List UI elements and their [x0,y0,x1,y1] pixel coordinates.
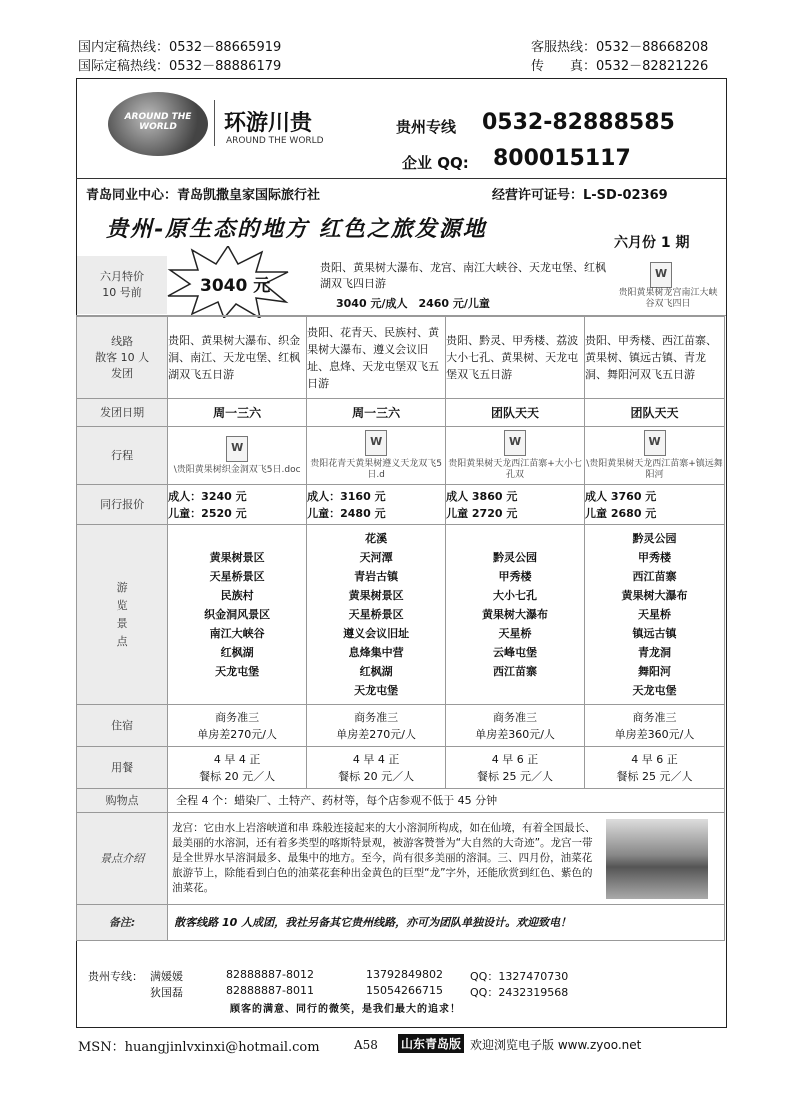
contact-phone: 82888887-8011 [226,984,314,997]
spot-item: 云峰屯堡 [493,646,538,659]
adult-price: 成人 3860 元 [446,489,518,503]
route-cell: 贵阳、黔灵、甲秀楼、荔波大小七孔、黄果树、天龙屯堡双飞五日游 [446,317,585,399]
row-label-price: 同行报价 [77,485,168,525]
doc-icon[interactable] [644,430,666,456]
spot-item: 黄果树景区 [209,551,265,564]
days-cell: 团队天天 [446,399,585,427]
doc-icon[interactable] [504,430,526,456]
special-label: 六月特价 10 号前 [77,256,167,314]
meal-count: 4 早 4 正 [213,752,261,766]
page-number: A58 [354,1038,378,1052]
table-row [77,399,725,427]
intl-hotline: 国际定稿热线：0532－88886179 [78,59,282,74]
shopping-cell: 全程 4 个：蜡染厂、土特产、药材等，每个店参观不低于 45 分钟 [168,789,725,813]
itinerary-cell [446,427,585,485]
contact-mobile: 15054266715 [366,984,443,997]
spot-item: 大小七孔 [493,589,538,602]
row-label-itinerary: 行程 [77,427,168,485]
tour-table [76,316,725,941]
spot-item: 遵义会议旧址 [343,627,410,640]
spot-item: 民族村 [220,589,254,602]
table-row [77,427,725,485]
hotel-grade: 商务准三 [354,710,399,724]
meal-standard: 餐标 25 元／人 [616,769,693,783]
child-price: 儿童 2720 元 [446,506,518,520]
hotel-diff: 单房差270元/人 [336,727,416,741]
route-cell: 贵阳、甲秀楼、西江苗寨、黄果树、镇远古镇、青龙洞、舞阳河双飞五日游 [585,317,725,399]
qq-number: 800015117 [493,146,631,171]
contact-mobile: 13792849802 [366,968,443,981]
spot-item: 甲秀楼 [638,551,672,564]
row-label-spots: 游 览 景 点 [77,525,168,705]
spot-item: 南江大峡谷 [209,627,265,640]
logo-text: AROUND THE WORLD [124,112,192,132]
fax-number: 传 真：0532－82821226 [531,59,709,74]
spot-item: 天星桥景区 [348,608,404,621]
spot-item: 西江苗寨 [632,570,677,583]
divider [76,178,726,179]
spots-cell [307,525,446,705]
spot-item: 天星桥 [638,608,672,621]
spot-item: 黔灵公园 [493,551,538,564]
spots-cell [585,525,725,705]
child-price: 儿童：2520 元 [168,506,247,520]
doc-link[interactable]: 贵阳黄果树天龙西江苗寨+大小七孔双 [448,459,582,480]
contact-qq: QQ：2432319568 [470,986,569,999]
doc-icon[interactable] [365,430,387,456]
doc-link[interactable]: \贵阳黄果树天龙西江苗寨+镇远舞阳河 [586,459,723,480]
price-cell [307,485,446,525]
adult-price: 成人 3760 元 [585,489,657,503]
row-label-hotel: 住宿 [77,705,168,747]
route-cell: 贵阳、黄果树大瀑布、织金洞、南江、天龙屯堡、红枫湖双飞五日游 [168,317,307,399]
child-price: 儿童 2680 元 [585,506,657,520]
table-row [77,789,725,813]
slogan: 贵州-原生态的地方 红色之旅发源地 [106,216,487,242]
spot-item: 青龙洞 [638,646,672,659]
days-cell: 周一三六 [307,399,446,427]
edition-badge: 山东青岛版 [398,1034,464,1053]
qq-label: 企业 QQ: [402,154,469,172]
itinerary-cell [585,427,725,485]
days-cell: 周一三六 [168,399,307,427]
hotline-number: 0532-82888585 [482,110,675,135]
price-cell [446,485,585,525]
route-cell: 贵阳、花青天、民族村、黄果树大瀑布、遵义会议旧址、息烽、天龙屯堡双飞五日游 [307,317,446,399]
table-row [77,705,725,747]
spot-item: 天龙屯堡 [632,684,677,697]
itinerary-cell [307,427,446,485]
table-row [77,747,725,789]
meal-count: 4 早 4 正 [352,752,400,766]
spot-item: 天星桥 [498,627,532,640]
spot-item: 甲秀楼 [498,570,532,583]
contact-qq: QQ：1327470730 [470,970,569,983]
hotel-grade: 商务准三 [215,710,260,724]
intro-text: 龙宫：它由水上岩溶峡道和串 珠般连接起来的大小溶洞所构成，如在仙境，有着全国最长、最美丽的水溶洞，还有着多类型的喀斯特景观，被游客赞誉为“大自然的大奇迹”。龙宫一带是全世界水旱溶洞最多、最集中的地方。至今，尚有很多美丽的溶洞。三、四月份，油菜花旅游节上，除能看到白色的油菜花套种出金黄色的巨型“龙”字外，还能欣赏到红色、紫色的油菜花。 [172,822,596,894]
child-price: 儿童：2480 元 [307,506,386,520]
contact-phone: 82888887-8012 [226,968,314,981]
spot-item: 红枫湖 [359,665,393,678]
contact-name: 满媛媛 [150,970,183,983]
license-number: 经营许可证号：L-SD-02369 [492,188,668,203]
itinerary-cell [168,427,307,485]
special-route: 贵阳、黄果树大瀑布、龙宫、南江大峡谷、天龙屯堡、红枫湖双飞四日游 [320,261,606,290]
contacts-label: 贵州专线： [88,970,143,983]
hotel-diff: 单房差360元/人 [475,727,555,741]
spot-item: 黄果树大瀑布 [482,608,549,621]
intro-cell [168,813,725,905]
meals-cell [168,747,307,789]
domestic-hotline: 国内定稿热线：0532－88665919 [78,40,282,55]
hotel-cell [307,705,446,747]
spot-item: 舞阳河 [638,665,672,678]
table-row [77,905,725,941]
meal-count: 4 早 6 正 [631,752,678,766]
meal-standard: 餐标 20 元／人 [338,769,415,783]
hotel-grade: 商务准三 [493,710,538,724]
row-label-days: 发团日期 [77,399,168,427]
spots-cell [446,525,585,705]
website-link[interactable]: 欢迎浏览电子版 www.zyoo.net [470,1038,642,1052]
row-label-meals: 用餐 [77,747,168,789]
spot-item: 天龙屯堡 [215,665,260,678]
landscape-photo [606,819,708,899]
adult-price: 成人：3160 元 [307,489,386,503]
hotel-grade: 商务准三 [632,710,677,724]
price-cell [168,485,307,525]
service-hotline: 客服热线：0532－88668208 [531,40,709,55]
spot-item: 天河潭 [359,551,393,564]
hotel-cell [446,705,585,747]
agency-center: 青岛同业中心：青岛凯撒皇家国际旅行社 [86,188,321,203]
meal-standard: 餐标 20 元／人 [199,769,276,783]
spot-item: 织金洞风景区 [204,608,271,621]
issue-label: 六月份 1 期 [614,235,690,251]
spot-item: 镇远古镇 [632,627,677,640]
adult-price: 成人：3240 元 [168,489,247,503]
doc-link[interactable]: 贵阳花青天黄果树遵义天龙双飞5日.d [310,459,442,480]
meal-standard: 餐标 25 元／人 [477,769,554,783]
hotline-label: 贵州专线 [396,118,457,136]
brand-subtitle: AROUND THE WORLD [226,136,324,146]
special-doc-caption: 贵阳黄果树龙宫南江大峡谷双飞四日 [618,288,718,309]
spot-item: 红枫湖 [220,646,254,659]
meals-cell [307,747,446,789]
note-cell: 散客线路 10 人成团，我社另备其它贵州线路，亦可为团队单独设计。欢迎致电！ [168,905,725,941]
spot-item: 西江苗寨 [493,665,538,678]
hotel-diff: 单房差270元/人 [197,727,277,741]
spot-item: 息烽集中营 [348,646,404,659]
doc-link[interactable]: \贵阳黄果树织金洞双飞5日.doc [173,464,301,475]
table-row [77,813,725,905]
contact-name: 狄国磊 [150,986,183,999]
special-price: 3040 元 [200,276,271,296]
logo-divider [214,100,215,146]
row-label-note: 备注: [77,905,168,941]
row-label-route: 线路 散客 10 人 发团 [77,317,168,399]
motto: 顾客的满意、同行的微笑，是我们最大的追求！ [230,1004,461,1015]
hotel-cell [168,705,307,747]
row-label-shopping: 购物点 [77,789,168,813]
table-row [77,485,725,525]
spot-item: 黔灵公园 [632,532,677,545]
price-cell [585,485,725,525]
spot-item: 青岩古镇 [354,570,399,583]
spot-item: 天星桥景区 [209,570,265,583]
table-row [77,317,725,399]
hotel-cell [585,705,725,747]
row-label-intro: 景点介绍 [77,813,168,905]
brand-name: 环游川贵 [224,111,313,136]
spots-cell [168,525,307,705]
spot-item: 天龙屯堡 [354,684,399,697]
meals-cell [446,747,585,789]
special-price-detail: 3040 元/成人 2460 元/儿童 [336,297,490,310]
meal-count: 4 早 6 正 [491,752,539,766]
days-cell: 团队天天 [585,399,725,427]
doc-icon[interactable] [226,436,248,462]
spot-item: 黄果树景区 [348,589,404,602]
spot-item: 黄果树大瀑布 [621,589,688,602]
msn-contact: MSN：huangjinlvxinxi@hotmail.com [78,1040,320,1055]
hotel-diff: 单房差360元/人 [614,727,695,741]
meals-cell [585,747,725,789]
spot-item: 花溪 [365,532,388,545]
table-row [77,525,725,705]
